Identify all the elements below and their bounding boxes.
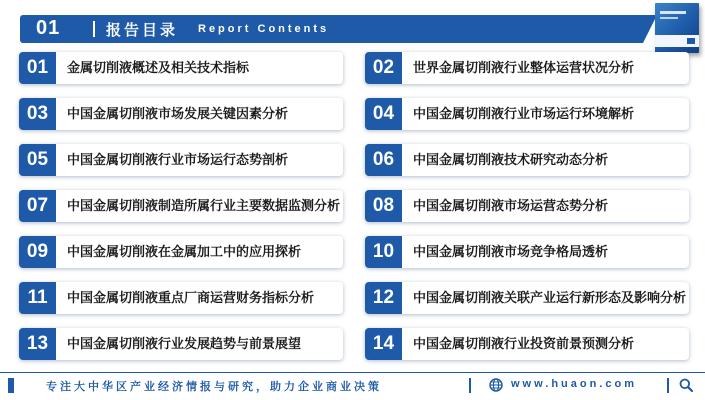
- toc-item-number: 04: [365, 98, 402, 130]
- toc-item-07[interactable]: [19, 190, 343, 222]
- footer-accent-bar: [8, 378, 14, 393]
- footer-divider: [0, 372, 705, 373]
- footer-separator: [667, 378, 669, 393]
- section-title: 报告目录: [106, 22, 179, 39]
- toc-item-08[interactable]: [365, 190, 689, 222]
- toc-item-label: 金属切削液概述及相关技术指标: [67, 60, 250, 75]
- toc-item-label: 中国金属切削液在金属加工中的应用探析: [67, 244, 302, 259]
- toc-item-12[interactable]: [365, 282, 689, 314]
- toc-item-11[interactable]: [19, 282, 343, 314]
- toc-item-05[interactable]: [19, 144, 343, 176]
- toc-item-number: 02: [365, 52, 402, 84]
- toc-item-label: 中国金属切削液市场竞争格局透析: [413, 244, 609, 259]
- toc-item-label: 中国金属切削液市场运营态势分析: [413, 198, 609, 213]
- toc-item-label: 中国金属切削液行业发展趋势与前景展望: [67, 336, 302, 351]
- toc-item-03[interactable]: [19, 98, 343, 130]
- report-contents-header: [20, 15, 643, 43]
- toc-item-number: 12: [365, 282, 402, 314]
- section-subtitle: Report Contents: [198, 23, 330, 35]
- toc-item-number: 13: [19, 328, 56, 360]
- footer-separator: [469, 378, 471, 393]
- toc-item-number: 10: [365, 236, 402, 268]
- toc-item-number: 11: [19, 282, 56, 314]
- toc-item-13[interactable]: [19, 328, 343, 360]
- toc-item-number: 01: [19, 52, 56, 84]
- cover-logo: [687, 38, 695, 44]
- toc-item-label: 中国金属切削液行业投资前景预测分析: [413, 336, 635, 351]
- toc-item-label: 中国金属切削液行业市场运行态势剖析: [67, 152, 289, 167]
- website-link[interactable]: www.huaon.com: [511, 378, 637, 390]
- toc-item-02[interactable]: [365, 52, 689, 84]
- toc-item-01[interactable]: [19, 52, 343, 84]
- section-number: 01: [36, 17, 61, 39]
- header-divider: [93, 21, 95, 37]
- toc-item-09[interactable]: [19, 236, 343, 268]
- toc-item-label: 中国金属切削液行业市场运行环境解析: [413, 106, 635, 121]
- toc-item-number: 03: [19, 98, 56, 130]
- toc-item-label: 中国金属切削液技术研究动态分析: [413, 152, 609, 167]
- toc-item-number: 09: [19, 236, 56, 268]
- toc-item-number: 14: [365, 328, 402, 360]
- toc-item-number: 08: [365, 190, 402, 222]
- toc-item-04[interactable]: [365, 98, 689, 130]
- toc-item-number: 06: [365, 144, 402, 176]
- toc-item-label: 中国金属切削液制造所属行业主要数据监测分析: [67, 198, 341, 213]
- search-icon[interactable]: [679, 378, 693, 392]
- cover-title-bar: [660, 11, 686, 14]
- toc-item-label: 中国金属切削液关联产业运行新形态及影响分析: [413, 290, 687, 305]
- toc-item-number: 05: [19, 144, 56, 176]
- globe-icon: [489, 378, 503, 392]
- footer-slogan: 专注大中华区产业经济情报与研究，助力企业商业决策: [46, 381, 382, 393]
- toc-item-label: 世界金属切削液行业整体运营状况分析: [413, 60, 635, 75]
- cover-subtitle-bar: [660, 17, 678, 19]
- report-cover-thumbnail: [655, 3, 699, 53]
- toc-item-number: 07: [19, 190, 56, 222]
- toc-item-label: 中国金属切削液重点厂商运营财务指标分析: [67, 290, 315, 305]
- toc-item-06[interactable]: [365, 144, 689, 176]
- toc-item-10[interactable]: [365, 236, 689, 268]
- toc-item-14[interactable]: [365, 328, 689, 360]
- toc-item-label: 中国金属切削液市场发展关键因素分析: [67, 106, 289, 121]
